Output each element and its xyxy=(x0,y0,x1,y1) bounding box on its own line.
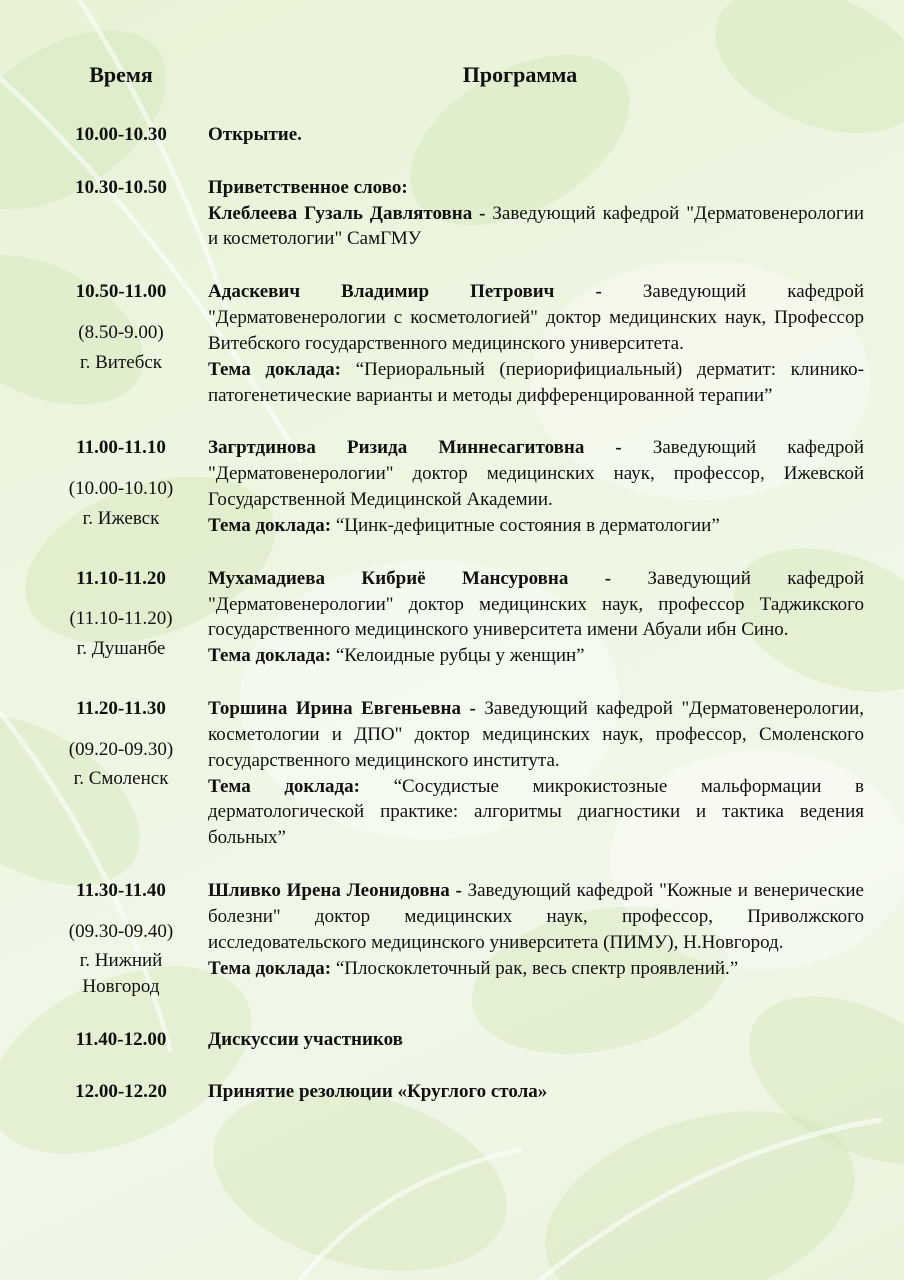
local-time-range: (10.00-10.10) xyxy=(68,478,174,500)
time-cell xyxy=(46,279,196,408)
program-text-bold: Мухамадиева Кибриё Мансуровна - xyxy=(208,567,612,589)
schedule-row xyxy=(46,696,864,851)
program-text-bold: Тема доклада: xyxy=(208,957,332,979)
schedule-row xyxy=(46,279,864,408)
program-paragraph xyxy=(208,696,864,773)
program-cell xyxy=(208,696,864,851)
schedule-row xyxy=(46,1027,864,1053)
program-cell xyxy=(208,566,864,669)
time-range: 12.00-12.20 xyxy=(75,1081,167,1103)
program-text-bold: Клеблеева Гузаль Давлятовна - xyxy=(208,202,486,224)
program-text-bold: Приветственное слово: xyxy=(208,176,408,198)
program-text: Заведующий кафедрой "Дерматовенерологии" доктор медицинских наук, профессор Таджикского государственного медицинского университета имени Абуали ибн Сино. xyxy=(208,567,864,641)
program-paragraph xyxy=(208,956,864,982)
program-paragraph xyxy=(208,878,864,955)
time-cell xyxy=(46,696,196,851)
speaker-city: г. Ижевск xyxy=(82,507,160,529)
program-text: “Плоскоклеточный рак, весь спектр проявлений.” xyxy=(331,957,739,979)
local-time-range: (09.20-09.30) xyxy=(68,738,174,760)
program-text-bold: Тема доклада: xyxy=(208,775,360,797)
time-range: 10.50-11.00 xyxy=(75,281,167,303)
program-column-header: Программа xyxy=(462,62,578,87)
program-cell xyxy=(208,435,864,538)
time-range: 11.10-11.20 xyxy=(76,567,166,589)
program-text-bold: Дискуссии участников xyxy=(208,1028,403,1050)
program-text-bold: Открытие. xyxy=(208,124,302,145)
time-cell xyxy=(46,878,196,1000)
program-text: “Цинк-дефицитные состояния в дерматологии” xyxy=(331,514,720,536)
time-range: 10.00-10.30 xyxy=(75,124,167,145)
program-paragraph xyxy=(208,279,864,356)
program-paragraph xyxy=(208,435,864,512)
schedule-rows xyxy=(46,122,864,1105)
program-text-bold: Тема доклада: xyxy=(208,514,332,536)
program-cell xyxy=(208,878,864,1000)
time-column-header: Время xyxy=(89,62,153,87)
time-range: 11.20-11.30 xyxy=(76,698,166,720)
speaker-city: г. Нижний Новгород xyxy=(79,950,163,997)
speaker-city: г. Витебск xyxy=(79,351,163,373)
schedule-row xyxy=(46,878,864,1000)
time-range: 11.00-11.10 xyxy=(76,437,166,459)
time-cell xyxy=(46,122,196,148)
program-paragraph xyxy=(208,201,864,253)
program-text: Заведующий кафедрой "Дерматовенерологии, косметологии и ДПО" доктор медицинских наук, профессор, Смоленского государственного медицинского института. xyxy=(208,698,864,771)
schedule-row xyxy=(46,435,864,538)
speaker-city: г. Душанбе xyxy=(76,638,166,660)
program-text-bold: Принятие резолюции «Круглого стола» xyxy=(208,1081,548,1103)
program-cell xyxy=(208,122,864,148)
program-paragraph xyxy=(208,513,864,539)
program-text: Заведующий кафедрой "Дерматовенерологии с косметологией" доктор медицинских наук, Профессор Витебского государственного медицинского университета. xyxy=(208,281,864,354)
time-cell xyxy=(46,1079,196,1105)
program-paragraph xyxy=(208,122,864,148)
program-paragraph xyxy=(208,774,864,851)
time-range: 10.30-10.50 xyxy=(75,176,167,198)
schedule-row xyxy=(46,175,864,252)
program-cell xyxy=(208,1079,864,1105)
program-cell xyxy=(208,279,864,408)
local-time-range: (11.10-11.20) xyxy=(69,608,173,630)
program-paragraph xyxy=(208,1027,864,1053)
time-cell xyxy=(46,566,196,669)
program-text: Заведующий кафедрой "Дерматовенерологии" доктор медицинских наук, профессор, Ижевской Государственной Медицинской Академии. xyxy=(208,437,864,511)
program-text: “Сосудистые микрокистозные мальформации в дерматологической практике: алгоритмы диагностики и тактика ведения больных” xyxy=(208,775,864,849)
program-text-bold: Загртдинова Ризида Миннесагитовна - xyxy=(208,437,622,459)
program-text-bold: Шливко Ирена Леонидовна - xyxy=(208,880,462,902)
schedule-row xyxy=(46,122,864,148)
time-range: 11.30-11.40 xyxy=(76,880,166,902)
schedule-row xyxy=(46,1079,864,1105)
speaker-city: г. Смоленск xyxy=(73,768,169,790)
program-paragraph xyxy=(208,1079,864,1105)
program-paragraph xyxy=(208,643,864,669)
program-paragraph xyxy=(208,175,864,201)
schedule-row xyxy=(46,566,864,669)
program-text: “Периоральный (периорифициальный) дерматит: клинико-патогенетические варианты и методы дифференцированной терапии” xyxy=(208,358,864,406)
local-time-range: (8.50-9.00) xyxy=(78,321,164,343)
program-paragraph xyxy=(208,566,864,643)
time-cell xyxy=(46,175,196,252)
program-text: Заведующий кафедрой "Дерматовенерологии и косметологии" СамГМУ xyxy=(208,202,864,250)
program-text-bold: Торшина Ирина Евгеньевна - xyxy=(208,698,476,720)
time-cell xyxy=(46,1027,196,1053)
time-cell xyxy=(46,435,196,538)
program-text: Заведующий кафедрой "Кожные и венерические болезни" доктор медицинских наук, профессор, Приволжского исследовательского медицинского университета (ПИМУ), Н.Новгород. xyxy=(208,880,864,953)
program-text: “Келоидные рубцы у женщин” xyxy=(331,645,585,667)
program-cell xyxy=(208,175,864,252)
time-range: 11.40-12.00 xyxy=(75,1028,167,1050)
program-paragraph xyxy=(208,357,864,409)
program-text-bold: Тема доклада: xyxy=(208,358,342,380)
program-text-bold: Тема доклада: xyxy=(208,645,332,667)
program-text-bold: Адаскевич Владимир Петрович - xyxy=(208,281,602,303)
table-header xyxy=(46,62,864,88)
program-cell xyxy=(208,1027,864,1053)
local-time-range: (09.30-09.40) xyxy=(68,920,174,942)
